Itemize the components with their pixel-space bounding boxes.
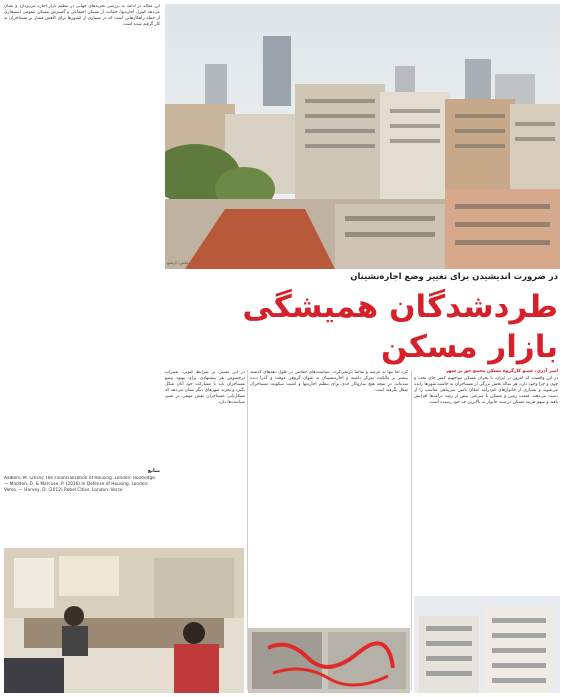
tehran-skyline-photo [165,4,560,269]
apartment-buildings-photo [414,596,560,693]
author-byline: امیر آذری، عضو کارگروه مسکن مجمع حق بر شهر [445,369,558,374]
neon-sign-photo [248,628,410,693]
real-estate-office-photo [4,548,244,693]
article-kicker: در ضرورت اندیشیدن برای تغییر وضع اجاره‌نشینان [350,272,558,282]
left-middle-column-text: در این مسیر، بر شرایط کنونی، تغییرات درخصوص هر پیشنهادی برای بهبود وضع مستاجران باید با مشارکت خود آنان شکل بگیرد و تجربه شهرهای دیگر نشان می‌دهد که تشکل‌یابی مستاجران نقش مهمی در تغییر سیاست‌ها دارد. [165,370,245,406]
headline-line-2: بازار مسکن [380,329,558,365]
sources-text: Aalbers, M. (2016) The Financialization of Housing. London: Routledge. — Madden, D. & Marcuse, P. (2016) In Defense of Housing. London: Verso. — Harvey, D. (2012) Rebel Cities. London: Verso. [4,476,157,494]
right-column-text: در این واقعیت که امروز در ایران، با بحران مسکن مواجهیم کمتر جای بحث و چون و چرا وجود دارد. هر ساله بخش بزرگی از مستاجران به حاشیه شهرها رانده می‌شوند و بسیاری از خانوارهای کم‌درآمد امکان تامین سرپناهی مناسب را از دست می‌دهند. قیمت زمین و مسکن با سرعتی بیش از رشد درآمدها افزایش یافته و سهم هزینه مسکن در سبد خانوار به بالاترین حد خود رسیده است. [414,376,558,406]
headline-line-1: طردشدگان همیشگی [242,289,558,325]
left-column-text: این مقاله در ادامه به بررسی تجربه‌های جهانی در تنظیم بازار اجاره می‌پردازد و نشان می‌دهد کنترل اجاره‌بها، حمایت از مسکن اجتماعی و گسترش مسکن عمومی استیجاری از جمله راهکارهایی است که در بسیاری از کشورها برای کاهش فشار بر مستاجران به کار گرفته شده است. [4,4,160,28]
photo-caption: عکس: آرشیو [167,260,189,265]
sources-title: منابع [147,468,160,474]
middle-column-text: گره اما تنها به عرضه و تقاضا بازنمی‌گردد. سیاست‌های حمایتی در طول دهه‌های گذشته بیشتر بر مالکیت تمرکز داشته و اجاره‌نشینان به عنوان گروهی موقت و گذرا دیده شده‌اند. در نتیجه هیچ سازوکار جدی برای تنظیم اجاره‌بها و امنیت سکونت مستاجران شکل نگرفته است. [250,370,408,394]
